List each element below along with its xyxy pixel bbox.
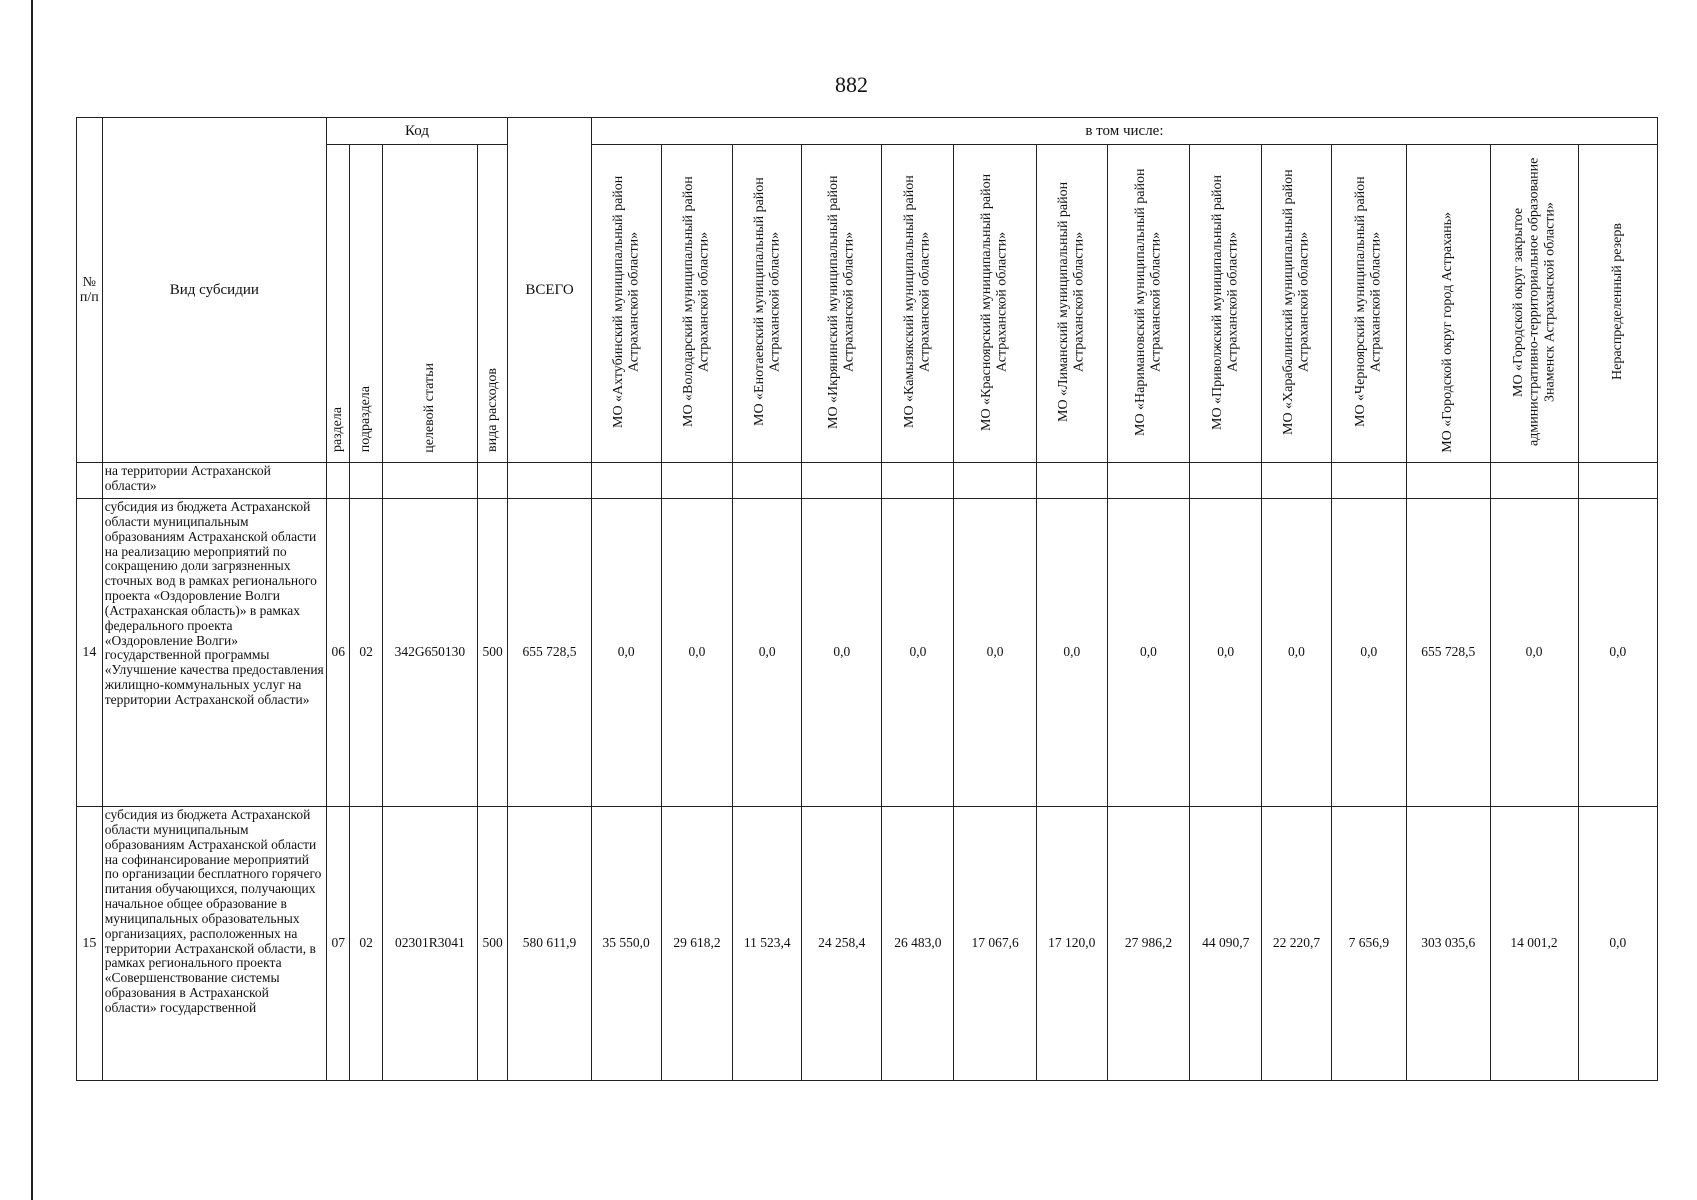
header-row-top [77, 118, 1658, 145]
municipality-value: 35 550,0 [591, 807, 661, 1081]
municipality-value: 44 090,7 [1190, 807, 1262, 1081]
municipality-value: 0,0 [591, 499, 661, 807]
municipality-value: 0,0 [733, 499, 802, 807]
expense-type-header: вида расходов [478, 145, 508, 463]
target-code: 02301R3041 [382, 807, 477, 1081]
subsidy-description: субсидия из бюджета Астраханской области муниципальным образованиям Астраханской области на реализацию мероприятий по сокращению доли загрязненных сточных вод в рамках регионального проекта «Оздоровление Волги (Астраханская область)» в рамках федерального проекта «Оздоровление Волги» государственной программы «Улучшение качества предоставления жилищно-коммунальных услуг на территории Астраханской области» [102, 499, 326, 807]
municipality-value: 22 220,7 [1262, 807, 1332, 1081]
municipality-value: 14 001,2 [1490, 807, 1578, 1081]
total-value: 580 611,9 [508, 807, 592, 1081]
municipality-value: 27 986,2 [1107, 807, 1190, 1081]
subsidy-description: субсидия из бюджета Астраханской области муниципальным образованиям Астраханской области на софинансирование мероприятий по организации бесплатного горячего питания обучающихся, получающих начальное общее образование в муниципальных образовательных организациях, расположенных на территории Астраханской области, в рамках регионального проекта «Совершенствование системы образования в Астраханской области» государственной [102, 807, 326, 1081]
municipality-value: 11 523,4 [733, 807, 802, 1081]
municipality-value: 0,0 [882, 499, 954, 807]
table-row [77, 499, 1658, 807]
section-code-header: раздела [326, 145, 350, 463]
num-header: № п/п [77, 118, 103, 463]
municipality-value: 0,0 [1262, 499, 1332, 807]
municipality-value: 0,0 [802, 499, 882, 807]
continuation-row [77, 463, 1658, 499]
kind-header: Вид субсидии [102, 118, 326, 463]
municipality-value: 0,0 [954, 499, 1037, 807]
code-header: Код [326, 118, 507, 145]
municipality-header: МО «Володарский муниципальный район Астраханской области» [661, 145, 733, 463]
municipality-header: МО «Городской округ закрытое административно-территориальное образование Знаменск Астраханской области» [1490, 145, 1578, 463]
continuation-text: на территории Астраханской области» [102, 463, 326, 499]
municipality-value: 0,0 [1036, 499, 1107, 807]
municipality-header: МО «Наримановский муниципальный район Астраханской области» [1107, 145, 1190, 463]
municipality-value: 655 728,5 [1406, 499, 1490, 807]
municipality-value: 0,0 [1190, 499, 1262, 807]
municipality-value: 0,0 [1107, 499, 1190, 807]
subsection-code: 02 [350, 807, 382, 1081]
section-code: 06 [326, 499, 350, 807]
page-number: 882 [835, 72, 868, 97]
municipality-value: 0,0 [1331, 499, 1406, 807]
municipality-header: МО «Красноярский муниципальный район Астраханской области» [954, 145, 1037, 463]
municipality-value: 24 258,4 [802, 807, 882, 1081]
expense-type-code: 500 [478, 807, 508, 1081]
subsidy-table-sheet [76, 117, 1658, 1081]
municipality-header: МО «Черноярский муниципальный район Астраханской области» [1331, 145, 1406, 463]
municipality-header: МО «Енотаевский муниципальный район Астраханской области» [733, 145, 802, 463]
binding-line [31, 0, 33, 1200]
table-row [77, 807, 1658, 1081]
municipality-header: МО «Камызякский муниципальный район Астраханской области» [882, 145, 954, 463]
municipality-value: 26 483,0 [882, 807, 954, 1081]
target-code-header: целевой статьи [382, 145, 477, 463]
reserve-value: 0,0 [1578, 499, 1658, 807]
subsection-code: 02 [350, 499, 382, 807]
municipality-header: МО «Ахтубинский муниципальный район Астраханской области» [591, 145, 661, 463]
subsidy-table [76, 117, 1658, 1081]
municipality-value: 17 067,6 [954, 807, 1037, 1081]
municipality-value: 17 120,0 [1036, 807, 1107, 1081]
municipality-value: 303 035,6 [1406, 807, 1490, 1081]
including-header: в том числе: [591, 118, 1657, 145]
municipality-value: 0,0 [661, 499, 733, 807]
municipality-value: 29 618,2 [661, 807, 733, 1081]
total-header: ВСЕГО [508, 118, 592, 463]
total-value: 655 728,5 [508, 499, 592, 807]
municipality-header: МО «Харабалинский муниципальный район Астраханской области» [1262, 145, 1332, 463]
municipality-header: МО «Городской округ город Астрахань» [1406, 145, 1490, 463]
section-code: 07 [326, 807, 350, 1081]
reserve-header: Нераспределенный резерв [1578, 145, 1658, 463]
municipality-header: МО «Икрянинский муниципальный район Астраханской области» [802, 145, 882, 463]
target-code: 342G650130 [382, 499, 477, 807]
row-number: 14 [77, 499, 103, 807]
reserve-value: 0,0 [1578, 807, 1658, 1081]
municipality-header: МО «Приволжский муниципальный район Астраханской области» [1190, 145, 1262, 463]
row-number: 15 [77, 807, 103, 1081]
expense-type-code: 500 [478, 499, 508, 807]
municipality-header: МО «Лиманский муниципальный район Астраханской области» [1036, 145, 1107, 463]
subsection-code-header: подраздела [350, 145, 382, 463]
municipality-value: 7 656,9 [1331, 807, 1406, 1081]
municipality-value: 0,0 [1490, 499, 1578, 807]
